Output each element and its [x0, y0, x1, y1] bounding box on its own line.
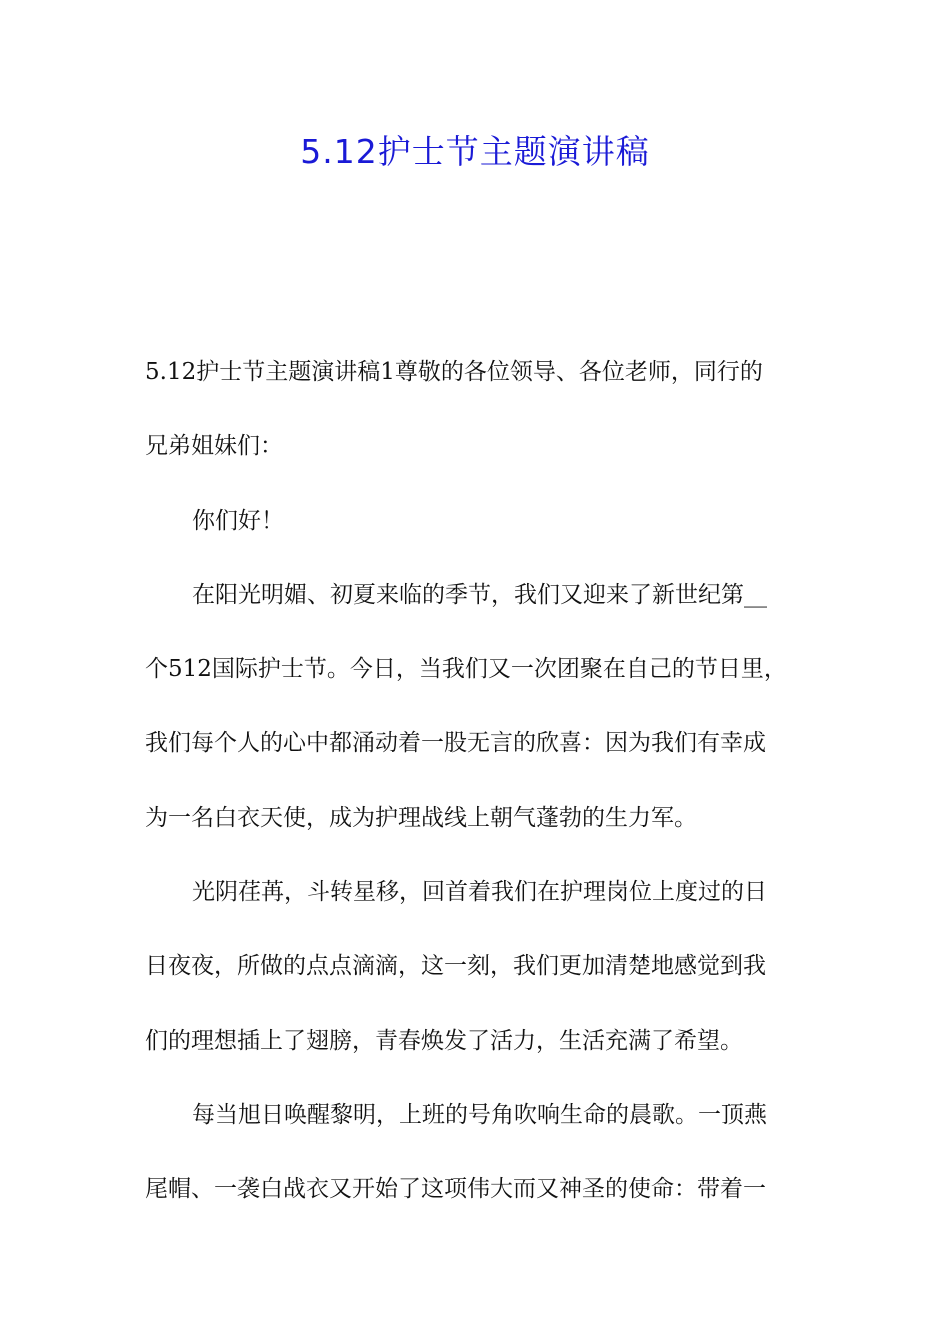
body-line-3: 你们好！: [192, 507, 284, 534]
body-line-10: 们的理想插上了翅膀，青春焕发了活力，生活充满了希望。: [145, 1027, 743, 1054]
body-line-9: 日夜夜，所做的点点滴滴，这一刻，我们更加清楚地感觉到我: [145, 953, 766, 980]
body-line-12: 尾帽、一袭白战衣又开始了这项伟大而又神圣的使命：带着一: [145, 1176, 766, 1203]
body-line-6: 我们每个人的心中都涌动着一股无言的欣喜：因为我们有幸成: [145, 730, 766, 757]
body-line-1: 5.12护士节主题演讲稿1尊敬的各位领导、各位老师，同行的: [145, 359, 763, 385]
body-line-2: 兄弟姐妹们：: [145, 433, 283, 460]
body-line-5: 个512国际护士节。今日，当我们又一次团聚在自己的节日里，: [145, 656, 787, 683]
document-body: [145, 335, 810, 1227]
body-line-11: 每当旭日唤醒黎明，上班的号角吹响生命的晨歌。一顶燕: [192, 1101, 767, 1128]
body-line-4: 在阳光明媚、初夏来临的季节，我们又迎来了新世纪第__: [192, 581, 767, 608]
body-line-7: 为一名白衣天使，成为护理战线上朝气蓬勃的生力军。: [145, 804, 697, 831]
body-line-8: 光阴荏苒，斗转星移，回首着我们在护理岗位上度过的日: [192, 879, 767, 906]
document-title: 5.12护士节主题演讲稿: [300, 132, 650, 171]
